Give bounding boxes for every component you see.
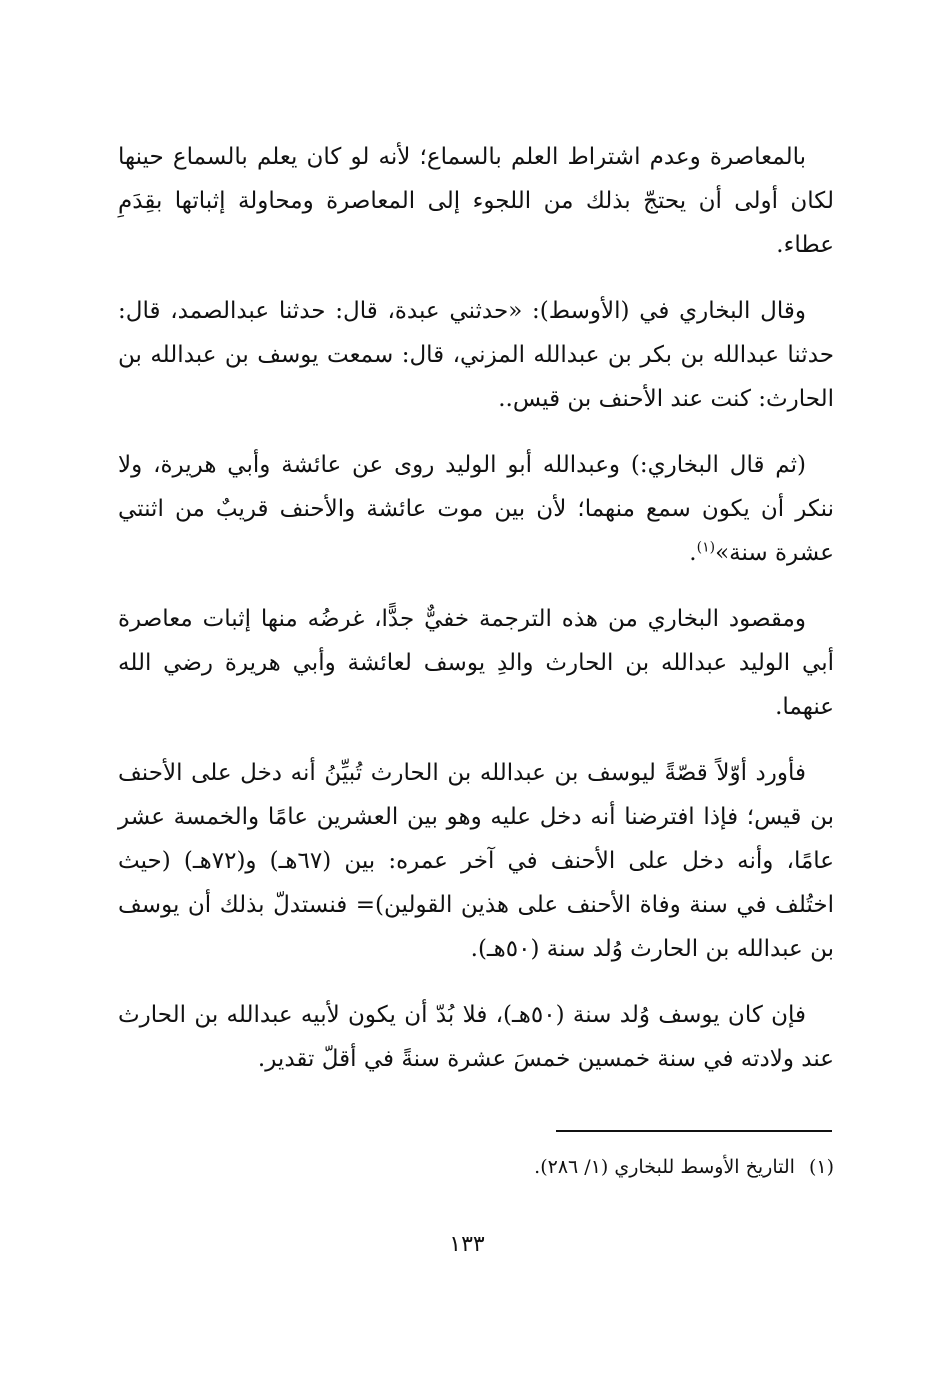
paragraph-2 bbox=[118, 289, 834, 421]
paragraph-5 bbox=[118, 751, 834, 971]
paragraph-3-text: (ثم قال البخاري:) وعبدالله أبو الوليد روى عن عائشة وأبي هريرة، ولا ننكر أن يكون سمع منهما؛ لأن بين موت عائشة والأحنف قريبٌ من اثنتي عشرة سنة» bbox=[118, 452, 834, 566]
footnote-separator bbox=[556, 1130, 832, 1132]
footnote-reference[interactable]: (١) bbox=[696, 539, 716, 556]
paragraph-1-text: بالمعاصرة وعدم اشتراط العلم بالسماع؛ لأنه لو كان يعلم بالسماع حينها لكان أولى أن يحتجّ بذلك من اللجوء إلى المعاصرة ومحاولة إثباتها بقِدَمِ عطاء. bbox=[118, 144, 834, 258]
paragraph-1 bbox=[118, 135, 834, 267]
footnote-number: (١) bbox=[808, 1156, 834, 1178]
paragraph-2-text: وقال البخاري في (الأوسط): «حدثني عبدة، قال: حدثنا عبدالصمد، قال: حدثنا عبدالله بن بكر بن عبدالله المزني، قال: سمعت يوسف بن عبدالله بن الحارث: كنت عند الأحنف بن قيس.. bbox=[118, 298, 834, 412]
paragraph-4-text: ومقصود البخاري من هذه الترجمة خفيٌّ جدًّا، غرضُه منها إثبات معاصرة أبي الوليد عبدالله بن الحارث والدِ يوسف لعائشة وأبي هريرة رضي الله عنهما. bbox=[118, 606, 834, 720]
page-number: ١٣٣ bbox=[449, 1232, 485, 1257]
paragraph-6-text: فإن كان يوسف وُلد سنة (٥٠هـ)، فلا بُدّ أن يكون لأبيه عبدالله بن الحارث عند ولادته في سنة خمسين خمسَ عشرة سنةً في أقلّ تقدير. bbox=[118, 1002, 834, 1072]
footnote bbox=[234, 1152, 834, 1182]
footnote-text: التاريخ الأوسط للبخاري (١/ ٢٨٦). bbox=[534, 1156, 795, 1178]
paragraph-5-text: فأورد أوّلاً قصّةً ليوسف بن عبدالله بن الحارث تُبيِّنُ أنه دخل على الأحنف بن قيس؛ فإذا افترضنا أنه دخل عليه وهو بين العشرين عامًا والخمسة عشر عامًا، وأنه دخل على الأحنف في آخر عمره: بين (٦٧هـ) و(٧٢هـ) (حيث اختُلف في سنة وفاة الأحنف على هذين القولين)= فنستدلّ بذلك أن يوسف بن عبدالله بن الحارث وُلد سنة (٥٠هـ). bbox=[118, 760, 834, 962]
paragraph-3-tail: . bbox=[689, 540, 697, 566]
main-text bbox=[118, 135, 834, 1103]
paragraph-6 bbox=[118, 993, 834, 1081]
paragraph-4 bbox=[118, 597, 834, 729]
paragraph-3 bbox=[118, 443, 834, 575]
